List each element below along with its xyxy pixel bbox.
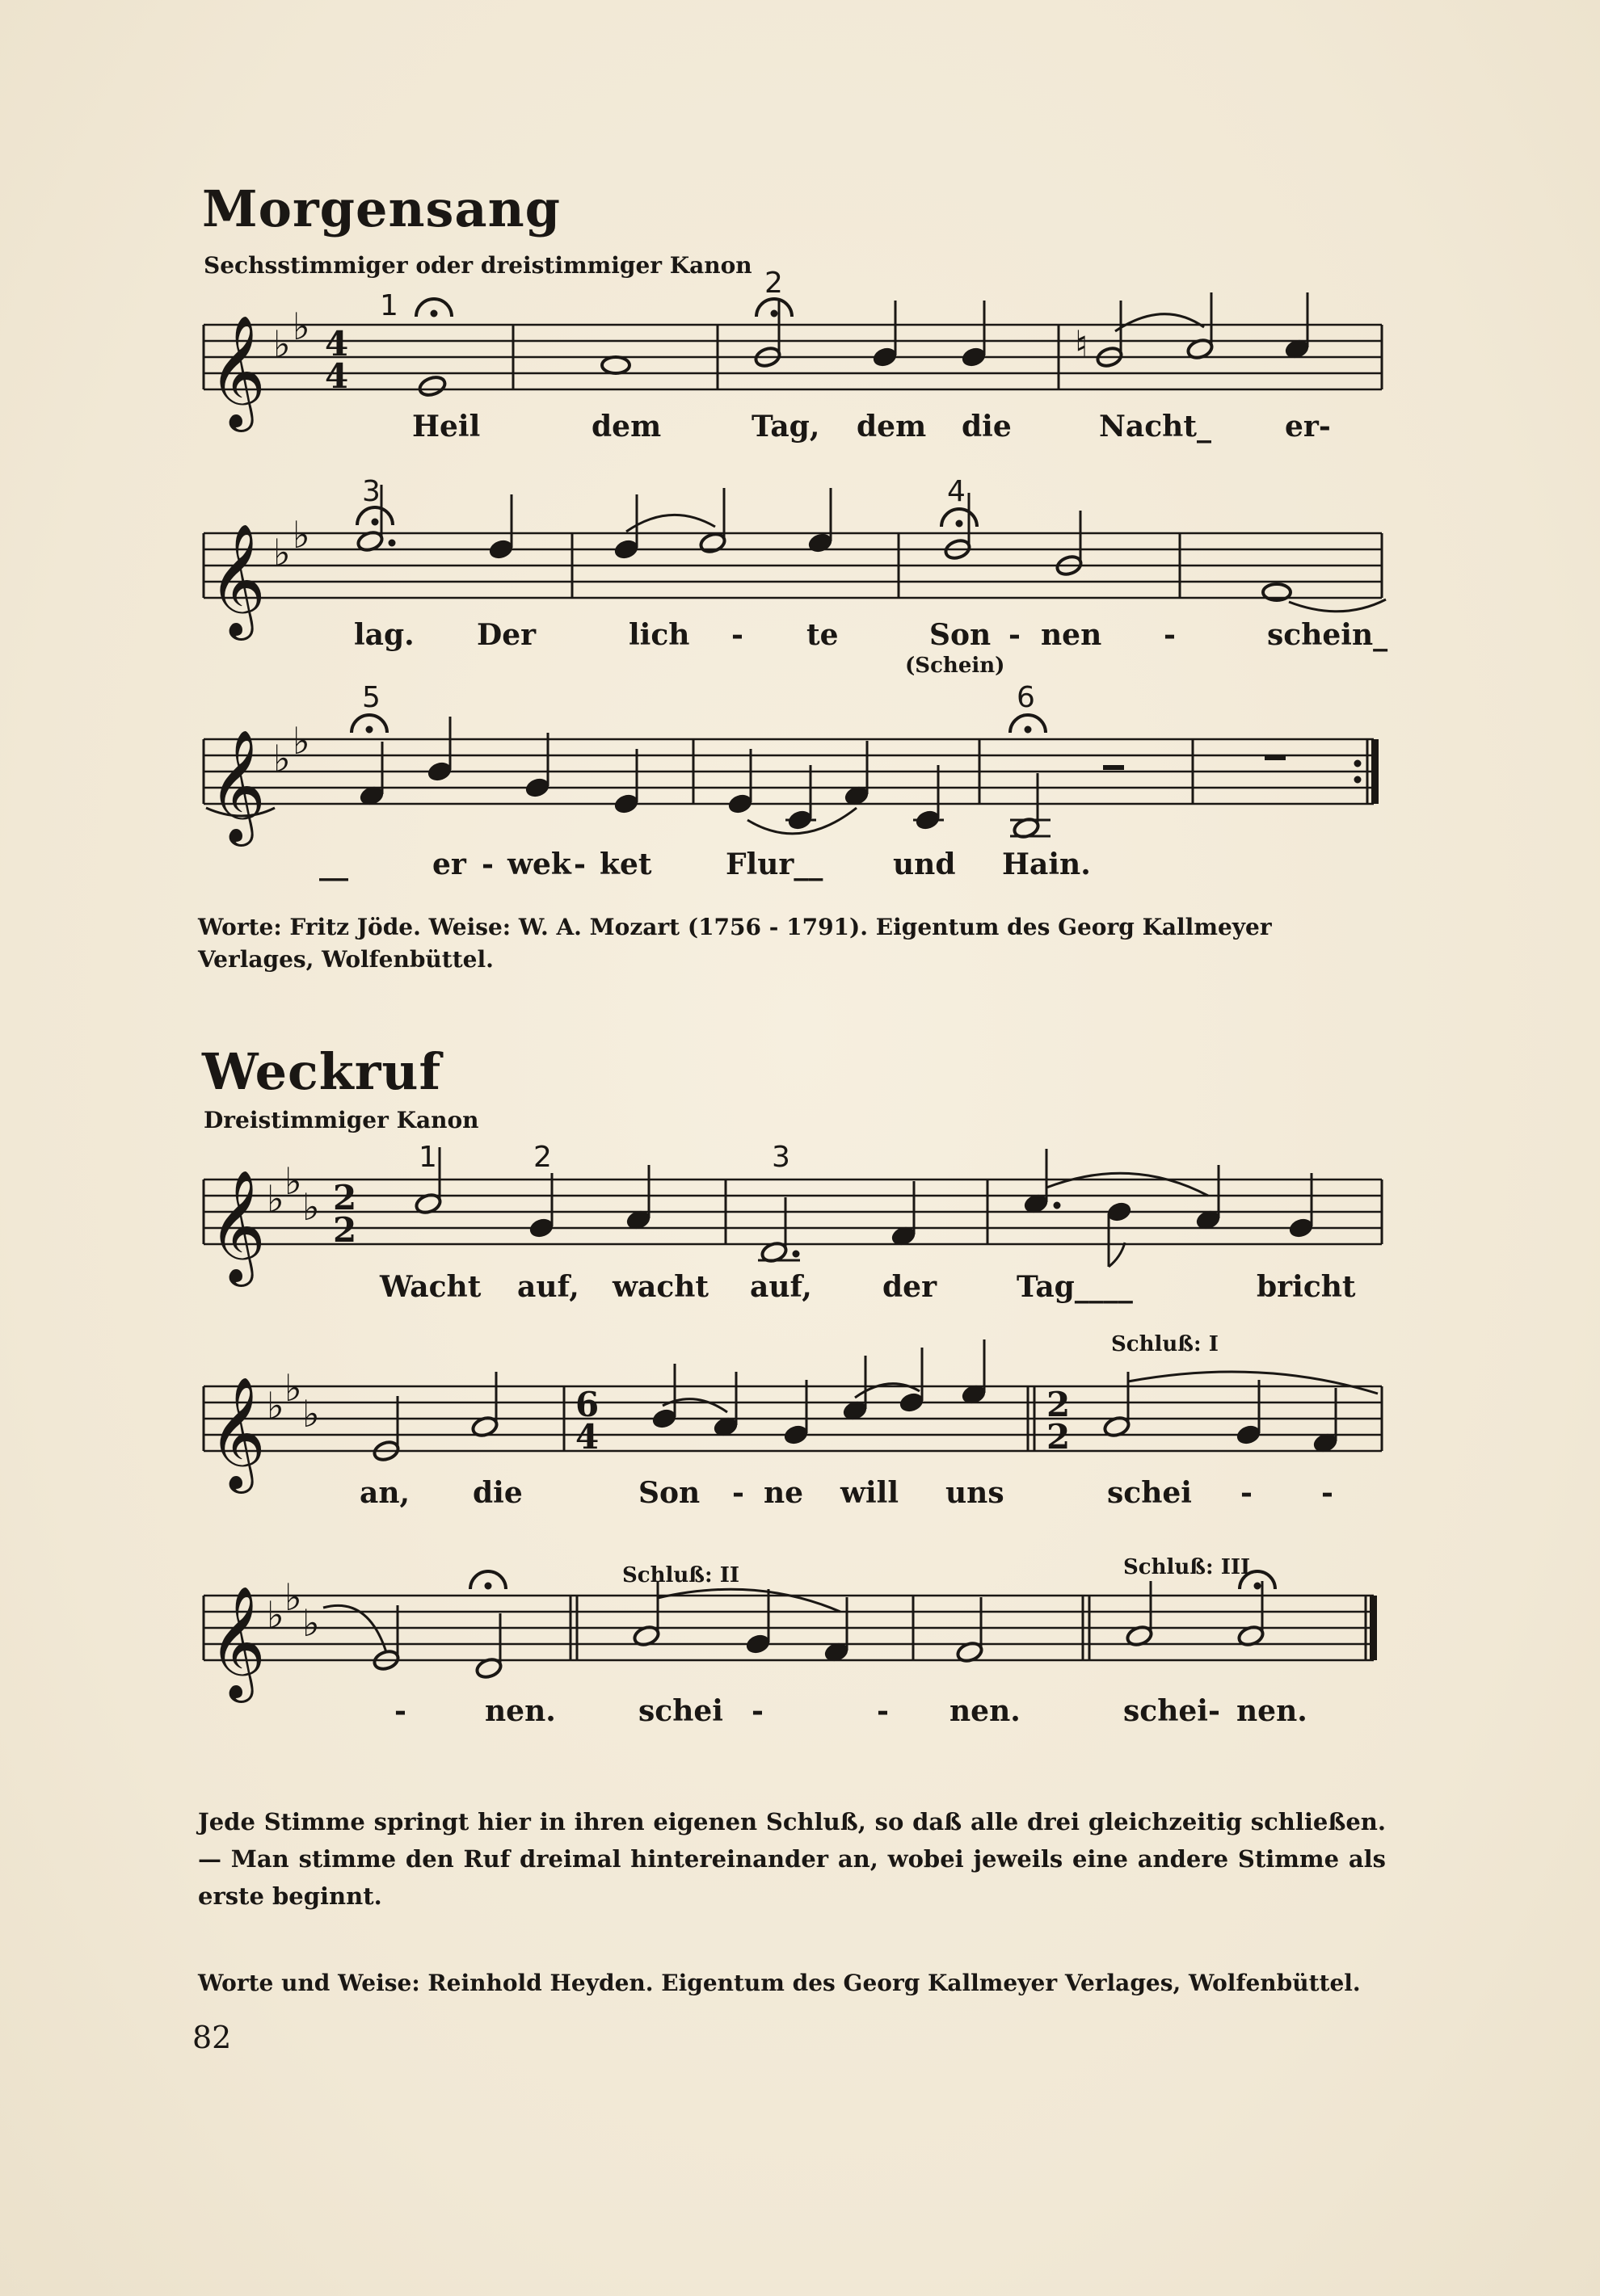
svg-text:2: 2: [333, 1178, 357, 1217]
flat-icon: ♭: [267, 1593, 284, 1637]
treble-clef-icon: 𝄞: [208, 730, 266, 842]
flat-icon: ♭: [284, 1159, 302, 1203]
flat-icon: ♭: [267, 1177, 284, 1221]
lyric-syllable: Hain.: [1002, 847, 1091, 881]
lyric-syllable: -: [1164, 618, 1176, 652]
svg-text:4: 4: [325, 324, 349, 364]
lyric-syllable: schein_: [1267, 618, 1388, 652]
canon-entry-number: 5: [362, 681, 381, 714]
lyric-syllable: schei: [1123, 1694, 1208, 1728]
lyric-syllable: er: [432, 847, 466, 881]
lyric-syllable: schei: [638, 1694, 723, 1728]
lyric-syllable: -: [482, 847, 494, 881]
lyric-syllable: auf,: [517, 1270, 579, 1304]
lyric-syllable: lag.: [354, 618, 415, 652]
flat-icon: ♭: [273, 737, 291, 780]
svg-text:4: 4: [325, 356, 349, 396]
lyric-syllable: Wacht: [380, 1270, 482, 1304]
flat-icon: ♭: [293, 719, 310, 763]
lyric-syllable: uns: [945, 1476, 1004, 1510]
lyric-syllable: -: [752, 1694, 764, 1728]
flat-icon: ♭: [302, 1185, 320, 1229]
lyric-syllable: te: [806, 618, 839, 652]
canon-entry-number: 2: [764, 267, 783, 300]
lyric-syllable: nen: [1041, 618, 1102, 652]
lyric-syllable: ne: [764, 1476, 804, 1510]
lyric-syllable: wek: [507, 847, 571, 881]
lyric-syllable: die: [473, 1476, 523, 1510]
performance-note: Jede Stimme springt hier in ihren eigenen Schluß, so daß alle drei gleichzeitig schließen. — Man stimme den Ruf dreimal hintereinander an, wobei jeweils eine andere Stimme als erste beginnt.: [198, 1808, 1386, 1910]
treble-clef-icon: 𝄞: [208, 315, 266, 427]
lyric-syllable: die: [962, 410, 1012, 444]
svg-text:4: 4: [575, 1417, 600, 1457]
lyric-syllable: bricht: [1257, 1270, 1356, 1304]
song-title: Morgensang: [202, 179, 562, 238]
lyric-syllable: und: [893, 847, 956, 881]
lyric-syllable: er-: [1285, 410, 1331, 444]
flat-icon: ♭: [267, 1384, 284, 1428]
natural-icon: ♮: [1075, 322, 1088, 366]
treble-clef-icon: 𝄞: [208, 524, 266, 636]
canon-entry-number: 1: [380, 289, 398, 322]
song-subtitle: Sechsstimmiger oder dreistimmiger Kanon: [204, 252, 752, 279]
lyric-syllable: Der: [477, 618, 537, 652]
canon-entry-number: 3: [772, 1141, 790, 1174]
canon-entry-number: 1: [419, 1141, 437, 1174]
flat-icon: ♭: [293, 513, 310, 557]
lyric-syllable: -: [732, 1476, 744, 1510]
lyric-syllable: Son: [929, 618, 992, 652]
lyric-syllable: auf,: [750, 1270, 812, 1304]
lyric-syllable: -: [1321, 1476, 1333, 1510]
flat-icon: ♭: [293, 305, 310, 348]
lyric-syllable: nen.: [949, 1694, 1021, 1728]
lyric-syllable: Tag,: [752, 410, 820, 444]
treble-clef-icon: 𝄞: [208, 1377, 266, 1489]
lyric-syllable: -: [1240, 1476, 1253, 1510]
lyric-syllable: wacht: [613, 1270, 709, 1304]
lyric-syllable: Heil: [412, 410, 481, 444]
lyric-syllable: Tag____: [1017, 1270, 1133, 1304]
lyric-syllable: nen.: [485, 1694, 556, 1728]
lyric-syllable: -: [574, 847, 586, 881]
canon-entry-number: 2: [533, 1141, 552, 1174]
lyric-syllable: dem: [592, 410, 662, 444]
lyric-syllable: nen.: [1236, 1694, 1307, 1728]
song-credit: Worte: Fritz Jöde. Weise: W. A. Mozart (1756 - 1791). Eigentum des Georg Kallmeyer Verlages, Wolfenbüttel.: [198, 914, 1272, 973]
svg-text:6: 6: [575, 1385, 600, 1424]
canon-entry-number: 3: [362, 475, 381, 508]
lyric-syllable: -: [1208, 1694, 1220, 1728]
canon-entry-number: 6: [1017, 681, 1035, 714]
flat-icon: ♭: [302, 1601, 320, 1645]
ending-label: Schluß: I: [1111, 1332, 1219, 1356]
flat-icon: ♭: [302, 1392, 320, 1436]
flat-icon: ♭: [273, 322, 291, 366]
flat-icon: ♭: [284, 1366, 302, 1410]
alternate-lyric: (Schein): [905, 654, 1005, 678]
ending-label: Schluß: III: [1123, 1555, 1251, 1579]
page-number: 82: [192, 2020, 232, 2055]
lyric-syllable: Flur__: [726, 847, 823, 881]
treble-clef-icon: 𝄞: [208, 1170, 266, 1282]
svg-text:2: 2: [1046, 1385, 1071, 1424]
ending-label: Schluß: II: [622, 1563, 740, 1587]
lyric-syllable: Nacht_: [1099, 410, 1211, 444]
lyric-syllable: der: [882, 1270, 937, 1304]
svg-text:2: 2: [1046, 1417, 1071, 1457]
flat-icon: ♭: [273, 531, 291, 574]
flat-icon: ♭: [284, 1575, 302, 1619]
lyric-syllable: -: [731, 618, 743, 652]
lyric-syllable: __: [319, 847, 348, 881]
treble-clef-icon: 𝄞: [208, 1586, 266, 1698]
lyric-syllable: -: [877, 1694, 889, 1728]
lyric-syllable: Son: [638, 1476, 701, 1510]
lyric-syllable: an,: [360, 1476, 411, 1510]
lyric-syllable: schei: [1107, 1476, 1192, 1510]
svg-text:2: 2: [333, 1210, 357, 1250]
song-title: Weckruf: [202, 1042, 442, 1101]
lyric-syllable: lich: [629, 618, 690, 652]
song-credit: Worte und Weise: Reinhold Heyden. Eigentum des Georg Kallmeyer Verlages, Wolfenbüttel.: [198, 1970, 1361, 1996]
song-subtitle: Dreistimmiger Kanon: [204, 1107, 479, 1133]
lyric-syllable: -: [1008, 618, 1021, 652]
lyric-syllable: will: [840, 1476, 899, 1510]
lyric-syllable: dem: [857, 410, 927, 444]
lyric-syllable: ket: [600, 847, 652, 881]
lyric-syllable: -: [394, 1694, 406, 1728]
canon-entry-number: 4: [947, 475, 966, 508]
